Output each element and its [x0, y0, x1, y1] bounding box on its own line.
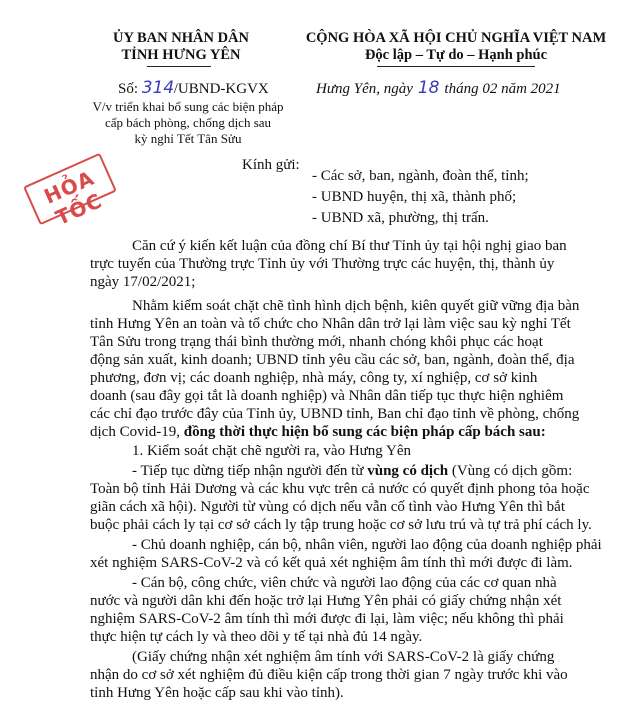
- urgent-stamp: [23, 153, 117, 230]
- body-line: giãn cách xã hội). Người từ vùng có dịch nếu vẫn cố tình vào Hưng Yên thì bắt: [90, 499, 565, 515]
- body-line: thực hiện tự cách ly và theo dõi y tế tại nhà đủ 14 ngày.: [90, 629, 423, 645]
- org-underline: [147, 66, 211, 67]
- body-line: buộc phải cách ly tại cơ sở cách ly tập trung hoặc cơ sở lưu trú và tự trả phí cách ly.: [90, 517, 592, 533]
- body-line-emphasis: [132, 462, 572, 481]
- recipient-item: - Các sở, ban, ngành, đoàn thể, tỉnh;: [312, 168, 529, 184]
- body-line: động sản xuất, kinh doanh; UBND tỉnh yêu cầu các sở, ban, ngành, đoàn thể, địa: [90, 352, 575, 368]
- body-line: ngày 17/02/2021;: [90, 274, 196, 290]
- body-line-emphasis: [90, 423, 546, 442]
- body-line: Tân Sửu trong trạng thái bình thường mới, nhanh chóng khôi phục các hoạt: [90, 334, 543, 350]
- recipient-item: - UBND xã, phường, thị trấn.: [312, 210, 489, 226]
- motto-underline: [377, 66, 535, 67]
- body-line: Căn cứ ý kiến kết luận của đồng chí Bí thư Tỉnh ủy tại hội nghị giao ban: [132, 238, 567, 254]
- body-text: (Vùng có dịch gồm:: [451, 463, 573, 479]
- body-line: trực tuyến của Thường trực Tỉnh ủy với Thường trực các huyện, thị, thành ủy: [90, 256, 555, 272]
- body-line: tỉnh Hưng Yên an toàn và tổ chức cho Nhân dân trở lại làm việc sau kỳ nghỉ Tết: [90, 316, 571, 332]
- doc-number-handwritten: 314: [141, 78, 175, 98]
- doc-number-prefix: Số:: [118, 81, 139, 97]
- body-line: nước và người dân khi đến hoặc trở lại Hưng Yên phải có giấy chứng nhận xét: [90, 593, 562, 609]
- subject-line-3: kỳ nghỉ Tết Tân Sửu: [134, 131, 242, 146]
- body-line: Nhằm kiểm soát chặt chẽ tình hình dịch bệnh, kiên quyết giữ vững địa bàn: [132, 298, 580, 314]
- date-day-handwritten: 18: [417, 78, 440, 98]
- body-line: xét nghiệm SARS-CoV-2 và có kết quả xét nghiệm âm tính thì mới được đi làm.: [90, 555, 573, 571]
- date-line: [316, 78, 561, 99]
- body-text: dịch Covid-19,: [90, 424, 180, 440]
- org-name: ỦY BAN NHÂN DÂN: [112, 30, 249, 46]
- body-line: các chỉ đạo trước đây của Tỉnh ủy, UBND tỉnh, Ban chỉ đạo tỉnh về phòng, chống: [90, 406, 580, 422]
- date-suffix: tháng 02 năm 2021: [444, 81, 561, 97]
- body-line: nhận do cơ sở xét nghiệm đủ điều kiện cấp trong thời gian 7 ngày trước khi vào: [90, 667, 568, 683]
- body-line: (Giấy chứng nhận xét nghiệm âm tính với SARS-CoV-2 là giấy chứng: [132, 649, 555, 665]
- body-line: nghiệm SARS-CoV-2 âm tính thì mới được đi lại, làm việc; nếu không thì phải: [90, 611, 564, 627]
- body-line: tỉnh Hưng Yên hoặc cấp sau khi vào tỉnh).: [90, 685, 344, 701]
- body-line: doanh (sau đây gọi tắt là doanh nghiệp) và Nhân dân tiếp tục thực hiện nghiêm: [90, 388, 564, 404]
- urgent-stamp-text: HỎA TỐC: [40, 165, 106, 230]
- nation-motto: Độc lập – Tự do – Hạnh phúc: [364, 47, 548, 63]
- subject-line-1: V/v triển khai bổ sung các biện pháp: [92, 99, 284, 114]
- section-heading: 1. Kiểm soát chặt chẽ người ra, vào Hưng Yên: [132, 443, 411, 459]
- subject-line-2: cấp bách phòng, chống dịch sau: [104, 115, 272, 130]
- body-bold-text: vùng có dịch: [367, 463, 449, 479]
- date-prefix: Hưng Yên, ngày: [316, 81, 413, 97]
- org-province: TỈNH HƯNG YÊN: [121, 47, 241, 63]
- recipients-label: Kính gửi:: [242, 157, 300, 173]
- doc-number: [118, 78, 269, 99]
- body-line: phương, đơn vị; các doanh nghiệp, nhà máy, công ty, xí nghiệp, cơ sở kinh: [90, 370, 538, 386]
- body-text: - Tiếp tục dừng tiếp nhận người đến từ: [132, 463, 364, 479]
- body-line: Toàn bộ tỉnh Hải Dương và các khu vực trên cả nước có quyết định phong tỏa hoặc: [90, 481, 590, 497]
- recipient-item: - UBND huyện, thị xã, thành phố;: [312, 189, 517, 205]
- nation-title: CỘNG HÒA XÃ HỘI CHỦ NGHĨA VIỆT NAM: [305, 30, 607, 46]
- body-line: - Cán bộ, công chức, viên chức và người lao động của các cơ quan nhà: [132, 575, 557, 591]
- body-bold-text: đồng thời thực hiện bổ sung các biện pháp cấp bách sau:: [183, 424, 546, 440]
- body-line: - Chủ doanh nghiệp, cán bộ, nhân viên, người lao động của doanh nghiệp phải: [132, 537, 602, 553]
- doc-number-suffix: /UBND-KGVX: [173, 81, 269, 97]
